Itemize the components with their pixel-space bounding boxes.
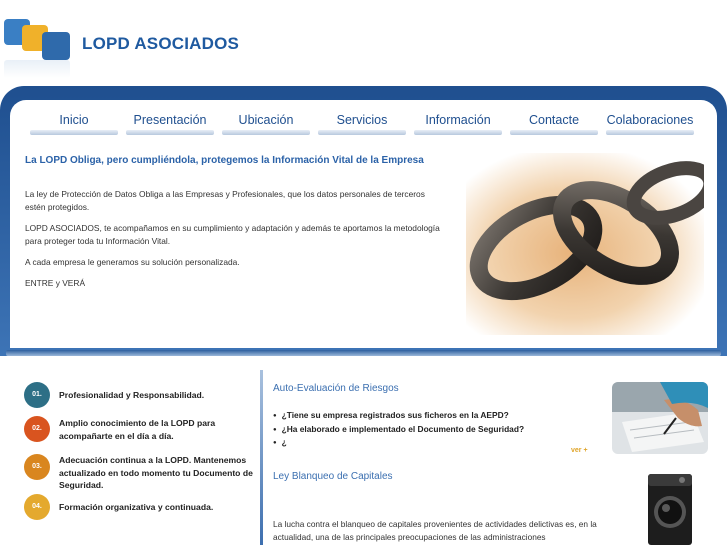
feature-item	[24, 416, 254, 442]
nav-label: Servicios	[336, 113, 388, 127]
intro-paragraph: La ley de Protección de Datos Obliga a las Empresas y Profesionales, que los datos personales de terceros estén protegidos.	[25, 189, 425, 212]
feature-text: Adecuación continua a la LOPD. Mantenemos actualizado en todo momento tu Documento de Seguridad.	[59, 455, 253, 490]
nav-item-informacion[interactable]	[410, 109, 506, 135]
nav-label: Inicio	[59, 113, 89, 127]
intro-paragraph: ENTRE y VERÁ	[25, 278, 86, 288]
section-divider	[6, 350, 721, 356]
feature-item	[24, 382, 254, 408]
chain-image	[466, 153, 704, 335]
news-bullet-list	[273, 409, 603, 450]
read-more-link[interactable]: ver +	[571, 447, 588, 454]
news-title-blanqueo[interactable]: Ley Blanqueo de Capitales	[273, 471, 393, 482]
nav-label: Ubicación	[238, 113, 294, 127]
feature-number-badge: 02.	[24, 416, 50, 442]
news-bullet: ● ¿Tiene su empresa registrados sus ficheros en la AEPD?	[273, 409, 603, 423]
intro-paragraph: A cada empresa le generamos su solución personalizada.	[25, 257, 240, 267]
news-bullet: ● ¿Ha elaborado e implementado el Documento de Seguridad?	[273, 423, 603, 437]
logo-square-dark-blue	[42, 32, 70, 60]
news-body: La lucha contra el blanqueo de capitales provenientes de actividades delictivas es, en la actualidad, una de las principales preocupaciones de las administraciones	[273, 519, 597, 542]
nav-item-servicios[interactable]	[314, 109, 410, 135]
logo[interactable]	[4, 16, 74, 78]
nav-label: Contacte	[528, 113, 580, 127]
brand-name[interactable]: LOPD ASOCIADOS	[82, 34, 240, 53]
column-divider	[260, 370, 263, 545]
feature-number-badge: 03.	[24, 454, 50, 480]
nav-item-presentacion[interactable]	[122, 109, 218, 135]
feature-number-badge: 01.	[24, 382, 50, 408]
news-bullet: ● ¿	[273, 436, 603, 450]
nav-item-contacte[interactable]	[506, 109, 602, 135]
logo-reflection	[4, 60, 70, 78]
nav-label: Información	[425, 113, 491, 127]
feature-item	[24, 494, 254, 520]
feature-number-badge: 04.	[24, 494, 50, 520]
nav-label: Colaboraciones	[606, 113, 694, 127]
main-nav	[26, 109, 698, 135]
nav-item-ubicacion[interactable]	[218, 109, 314, 135]
nav-item-colaboraciones[interactable]	[602, 109, 698, 135]
feature-text: Amplio conocimiento de la LOPD para acompañarte en el día a día.	[59, 418, 216, 441]
nav-label: Presentación	[133, 113, 207, 127]
feature-text: Formación organizativa y continuada.	[59, 502, 214, 512]
intro-text	[25, 188, 445, 298]
feature-item	[24, 454, 254, 492]
washing-machine-image	[638, 470, 702, 545]
writing-photo	[612, 382, 708, 454]
intro-title: La LOPD Obliga, pero cumpliéndola, protegemos la Información Vital de la Empresa	[25, 155, 424, 166]
intro-paragraph: LOPD ASOCIADOS, te acompañamos en su cumplimiento y adaptación y además te aportamos la metodología para proteger toda tu Información Vital.	[25, 223, 440, 246]
feature-text: Profesionalidad y Responsabilidad.	[59, 390, 205, 400]
nav-item-inicio[interactable]	[26, 109, 122, 135]
news-title-riesgos[interactable]: Auto-Evaluación de Riesgos	[273, 383, 399, 394]
